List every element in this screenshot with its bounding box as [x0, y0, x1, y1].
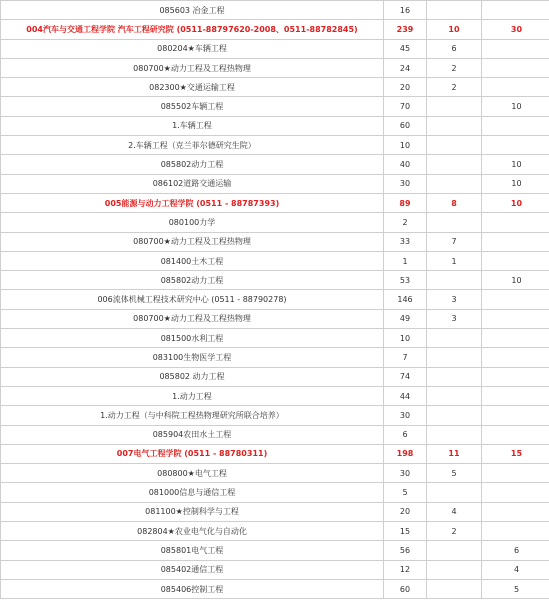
- program-name-cell: 007电气工程学院 (0511 - 88780311): [1, 444, 384, 463]
- quota-column-2-cell: [427, 1, 482, 20]
- quota-column-2-cell: [427, 367, 482, 386]
- quota-column-3-cell: 10: [482, 193, 549, 212]
- college-row: [1, 193, 549, 212]
- quota-column-3-cell: 30: [482, 20, 549, 39]
- total-quota-cell: 146: [384, 290, 427, 309]
- quota-column-2-cell: 4: [427, 502, 482, 521]
- quota-column-3-cell: [482, 290, 549, 309]
- quota-column-2-cell: 1: [427, 251, 482, 270]
- total-quota-cell: 89: [384, 193, 427, 212]
- program-name-cell: 005能源与动力工程学院 (0511 - 88787393): [1, 193, 384, 212]
- table-row: [1, 136, 549, 155]
- quota-column-3-cell: [482, 386, 549, 405]
- table-row: [1, 579, 549, 598]
- total-quota-cell: 24: [384, 58, 427, 77]
- college-row: [1, 444, 549, 463]
- quota-column-3-cell: [482, 502, 549, 521]
- total-quota-cell: 12: [384, 560, 427, 579]
- quota-column-2-cell: 2: [427, 78, 482, 97]
- table-row: [1, 97, 549, 116]
- program-name-cell: 080700★动力工程及工程热物理: [1, 58, 384, 77]
- total-quota-cell: 1: [384, 251, 427, 270]
- table-row: [1, 329, 549, 348]
- total-quota-cell: 20: [384, 78, 427, 97]
- program-name-cell: 080700★动力工程及工程热物理: [1, 309, 384, 328]
- quota-column-3-cell: [482, 522, 549, 541]
- quota-column-3-cell: [482, 406, 549, 425]
- quota-column-3-cell: [482, 251, 549, 270]
- total-quota-cell: 10: [384, 329, 427, 348]
- quota-column-2-cell: [427, 136, 482, 155]
- total-quota-cell: 60: [384, 116, 427, 135]
- total-quota-cell: 70: [384, 97, 427, 116]
- table-row: [1, 116, 549, 135]
- program-name-cell: 085802动力工程: [1, 271, 384, 290]
- total-quota-cell: 239: [384, 20, 427, 39]
- table-row: [1, 348, 549, 367]
- program-name-cell: 085904农田水土工程: [1, 425, 384, 444]
- quota-column-2-cell: 3: [427, 290, 482, 309]
- quota-column-3-cell: [482, 348, 549, 367]
- quota-column-3-cell: 10: [482, 174, 549, 193]
- quota-column-3-cell: [482, 116, 549, 135]
- table-row: [1, 290, 549, 309]
- quota-column-3-cell: [482, 309, 549, 328]
- table-row: [1, 464, 549, 483]
- table-row: [1, 483, 549, 502]
- quota-column-3-cell: 6: [482, 541, 549, 560]
- program-name-cell: 081000信息与通信工程: [1, 483, 384, 502]
- table-row: [1, 213, 549, 232]
- total-quota-cell: 16: [384, 1, 427, 20]
- program-name-cell: 085406控制工程: [1, 579, 384, 598]
- quota-column-2-cell: 6: [427, 39, 482, 58]
- quota-column-2-cell: 8: [427, 193, 482, 212]
- quota-column-3-cell: 5: [482, 579, 549, 598]
- quota-column-3-cell: [482, 136, 549, 155]
- table-row: [1, 39, 549, 58]
- total-quota-cell: 74: [384, 367, 427, 386]
- total-quota-cell: 5: [384, 483, 427, 502]
- table-row: [1, 541, 549, 560]
- quota-column-2-cell: [427, 579, 482, 598]
- quota-column-2-cell: 11: [427, 444, 482, 463]
- table-row: [1, 425, 549, 444]
- total-quota-cell: 33: [384, 232, 427, 251]
- quota-column-2-cell: 2: [427, 522, 482, 541]
- quota-column-3-cell: [482, 425, 549, 444]
- total-quota-cell: 6: [384, 425, 427, 444]
- quota-column-3-cell: [482, 213, 549, 232]
- program-name-cell: 085603 冶金工程: [1, 1, 384, 20]
- table-row: [1, 406, 549, 425]
- program-name-cell: 082300★交通运输工程: [1, 78, 384, 97]
- program-name-cell: 085802 动力工程: [1, 367, 384, 386]
- program-name-cell: 085402通信工程: [1, 560, 384, 579]
- table-row: [1, 155, 549, 174]
- program-name-cell: 082804★农业电气化与自动化: [1, 522, 384, 541]
- quota-column-2-cell: 7: [427, 232, 482, 251]
- quota-column-3-cell: [482, 58, 549, 77]
- program-name-cell: 1.动力工程: [1, 386, 384, 405]
- program-name-cell: 081400土木工程: [1, 251, 384, 270]
- quota-column-2-cell: [427, 560, 482, 579]
- total-quota-cell: 15: [384, 522, 427, 541]
- quota-column-2-cell: [427, 213, 482, 232]
- quota-column-3-cell: 10: [482, 155, 549, 174]
- program-name-cell: 080204★车辆工程: [1, 39, 384, 58]
- quota-column-3-cell: [482, 483, 549, 502]
- table-row: [1, 251, 549, 270]
- quota-column-2-cell: [427, 271, 482, 290]
- program-name-cell: 006流体机械工程技术研究中心 (0511 - 88790278): [1, 290, 384, 309]
- total-quota-cell: 56: [384, 541, 427, 560]
- quota-column-2-cell: [427, 174, 482, 193]
- quota-column-3-cell: [482, 367, 549, 386]
- table-row: [1, 560, 549, 579]
- total-quota-cell: 30: [384, 406, 427, 425]
- quota-column-3-cell: [482, 464, 549, 483]
- total-quota-cell: 60: [384, 579, 427, 598]
- quota-column-2-cell: 10: [427, 20, 482, 39]
- table-row: [1, 522, 549, 541]
- table-row: [1, 1, 549, 20]
- enrollment-table-body: [1, 1, 549, 599]
- program-name-cell: 080100力学: [1, 213, 384, 232]
- table-row: [1, 174, 549, 193]
- table-row: [1, 502, 549, 521]
- total-quota-cell: 40: [384, 155, 427, 174]
- total-quota-cell: 44: [384, 386, 427, 405]
- program-name-cell: 081100★控制科学与工程: [1, 502, 384, 521]
- quota-column-3-cell: [482, 1, 549, 20]
- total-quota-cell: 20: [384, 502, 427, 521]
- quota-column-2-cell: [427, 386, 482, 405]
- total-quota-cell: 53: [384, 271, 427, 290]
- total-quota-cell: 30: [384, 174, 427, 193]
- college-row: [1, 20, 549, 39]
- total-quota-cell: 7: [384, 348, 427, 367]
- total-quota-cell: 49: [384, 309, 427, 328]
- table-row: [1, 309, 549, 328]
- program-name-cell: 004汽车与交通工程学院 汽车工程研究院 (0511-88797620-2008、0511-88782845): [1, 20, 384, 39]
- total-quota-cell: 30: [384, 464, 427, 483]
- total-quota-cell: 10: [384, 136, 427, 155]
- table-row: [1, 232, 549, 251]
- quota-column-2-cell: [427, 348, 482, 367]
- program-name-cell: 080800★电气工程: [1, 464, 384, 483]
- quota-column-3-cell: [482, 329, 549, 348]
- quota-column-2-cell: [427, 406, 482, 425]
- quota-column-2-cell: [427, 483, 482, 502]
- program-name-cell: 1.车辆工程: [1, 116, 384, 135]
- program-name-cell: 086102道路交通运输: [1, 174, 384, 193]
- quota-column-2-cell: 5: [427, 464, 482, 483]
- program-name-cell: 085801电气工程: [1, 541, 384, 560]
- table-row: [1, 386, 549, 405]
- quota-column-3-cell: 15: [482, 444, 549, 463]
- program-name-cell: 081500水利工程: [1, 329, 384, 348]
- total-quota-cell: 2: [384, 213, 427, 232]
- program-name-cell: 083100生物医学工程: [1, 348, 384, 367]
- table-row: [1, 271, 549, 290]
- quota-column-3-cell: [482, 39, 549, 58]
- program-name-cell: 1.动力工程（与中科院工程热物理研究所联合培养）: [1, 406, 384, 425]
- quota-column-2-cell: 2: [427, 58, 482, 77]
- total-quota-cell: 45: [384, 39, 427, 58]
- quota-column-2-cell: [427, 97, 482, 116]
- quota-column-2-cell: [427, 425, 482, 444]
- quota-column-3-cell: 4: [482, 560, 549, 579]
- program-name-cell: 085502车辆工程: [1, 97, 384, 116]
- quota-column-2-cell: 3: [427, 309, 482, 328]
- quota-column-2-cell: [427, 155, 482, 174]
- total-quota-cell: 198: [384, 444, 427, 463]
- quota-column-2-cell: [427, 541, 482, 560]
- quota-column-3-cell: 10: [482, 97, 549, 116]
- quota-column-2-cell: [427, 329, 482, 348]
- program-name-cell: 080700★动力工程及工程热物理: [1, 232, 384, 251]
- quota-column-2-cell: [427, 116, 482, 135]
- quota-column-3-cell: [482, 78, 549, 97]
- program-name-cell: 085802动力工程: [1, 155, 384, 174]
- table-row: [1, 78, 549, 97]
- table-row: [1, 367, 549, 386]
- program-name-cell: 2.车辆工程（克兰菲尔德研究生院）: [1, 136, 384, 155]
- quota-column-3-cell: 10: [482, 271, 549, 290]
- table-row: [1, 58, 549, 77]
- quota-column-3-cell: [482, 232, 549, 251]
